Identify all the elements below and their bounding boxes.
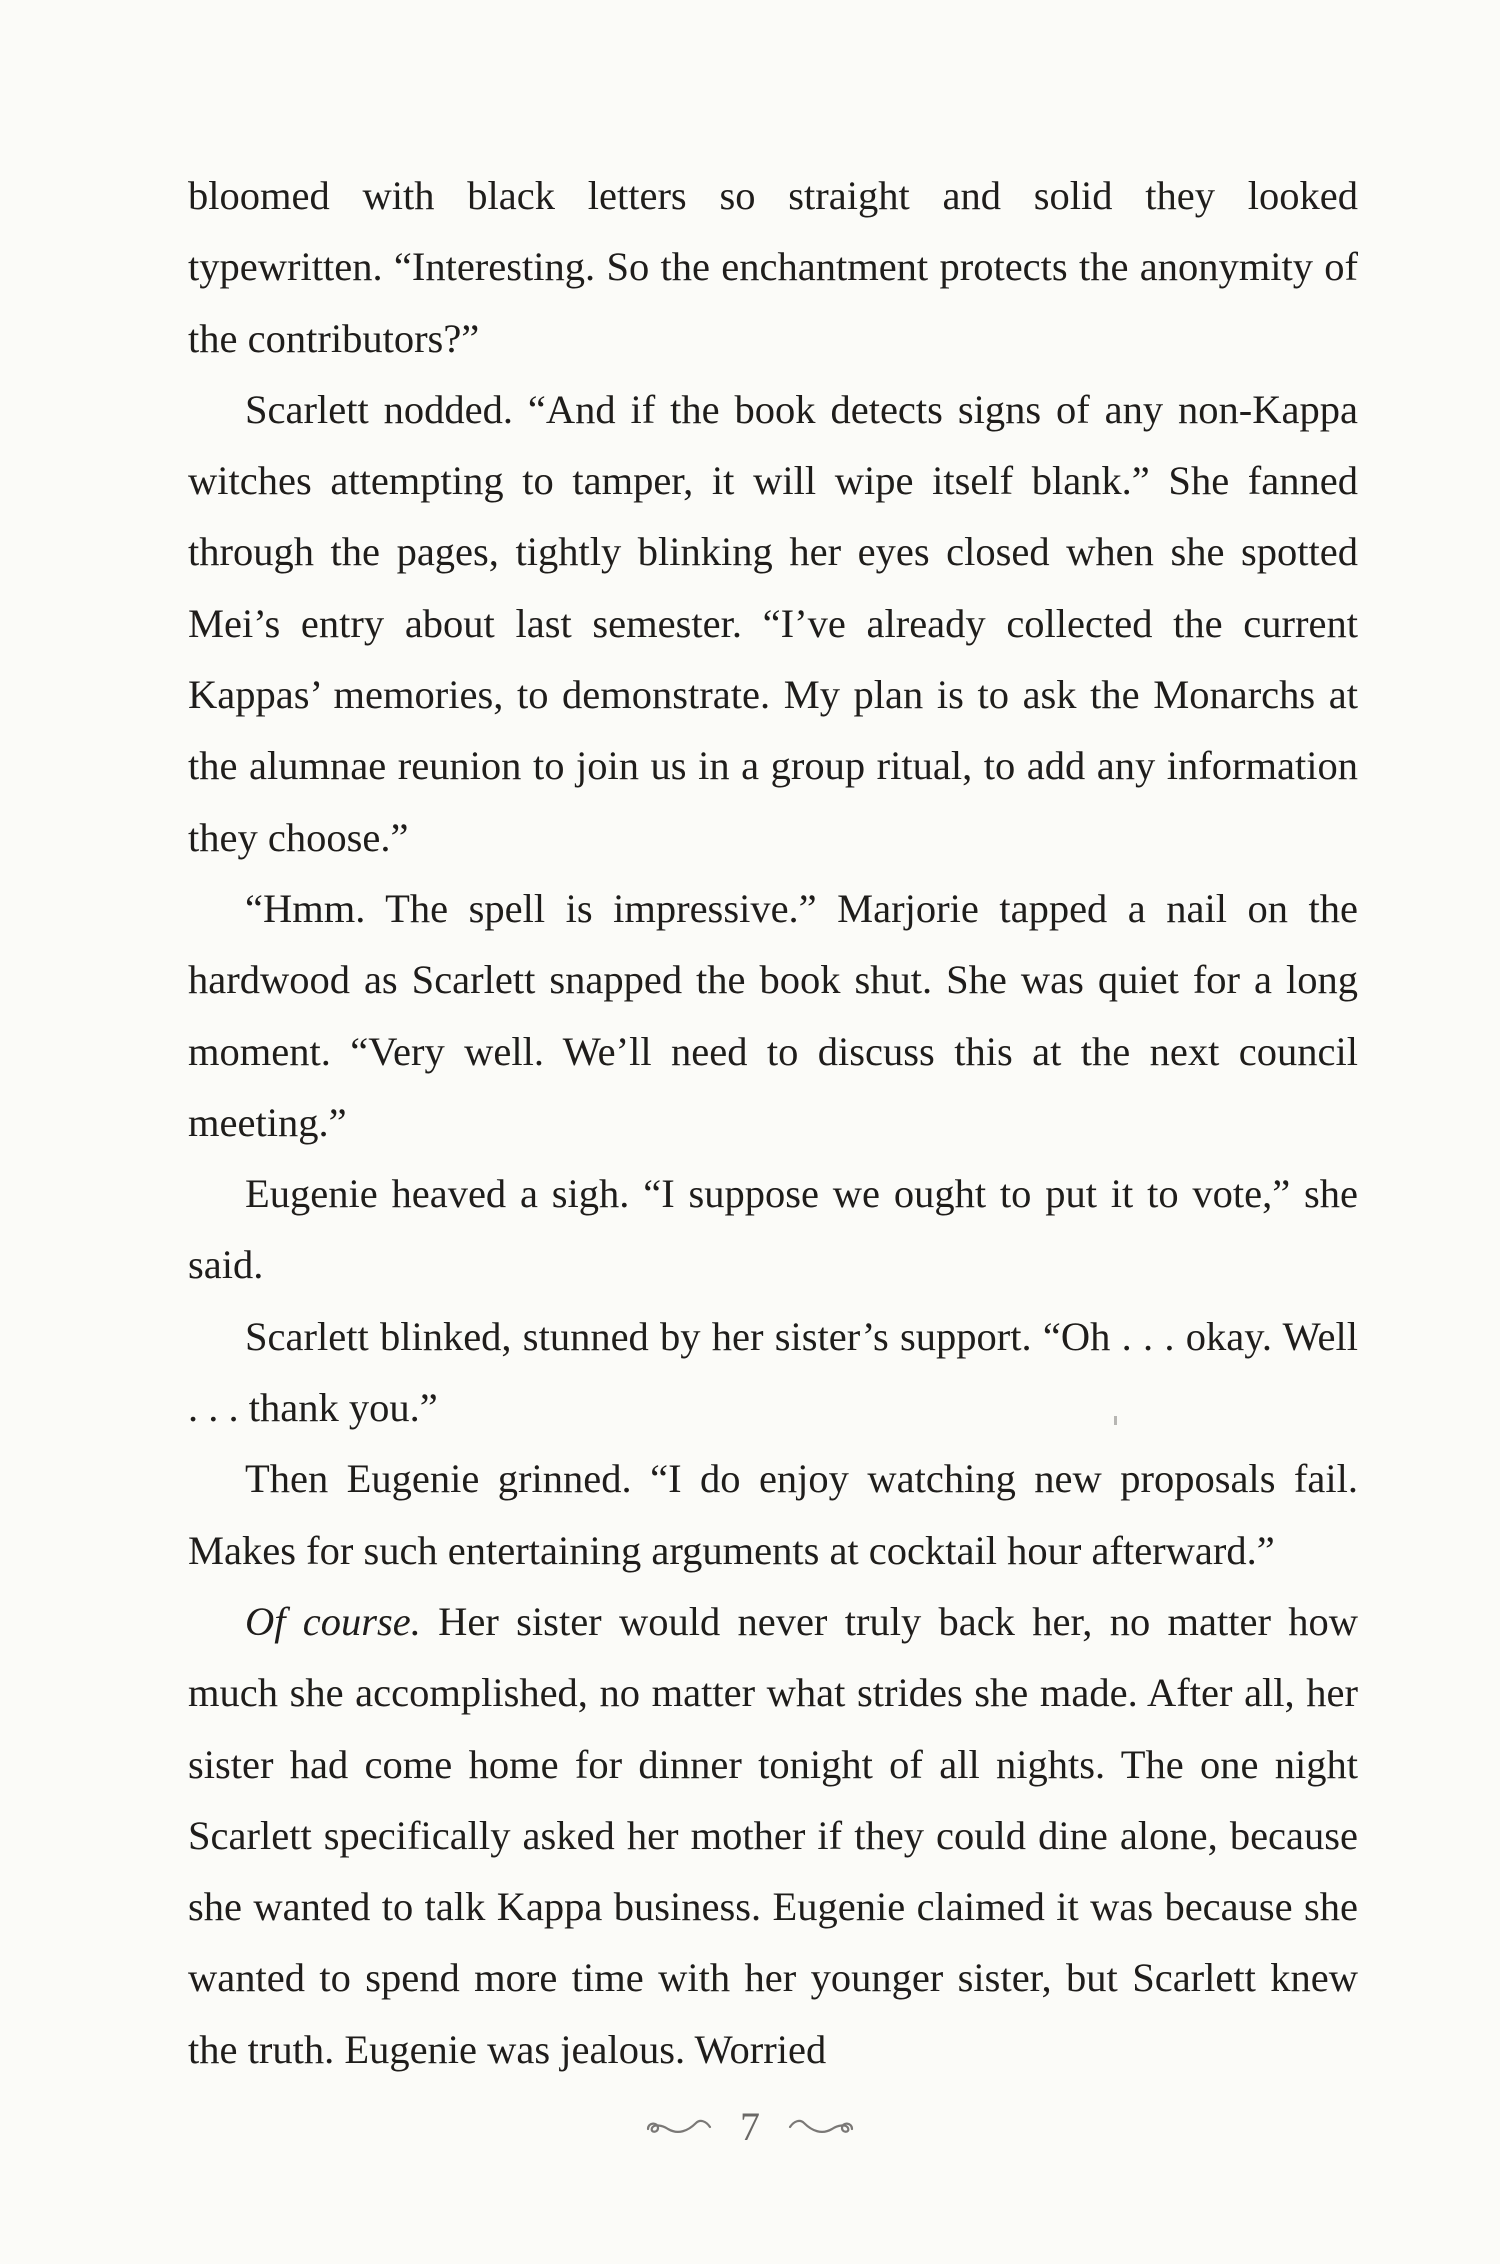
paragraph-7-text: Her sister would never truly back her, no matter how much she accomplished, no matter what strides she made. After all, her sister had come home for dinner tonight of all nights. The one night Scarlett specifically asked her mother if they could dine alone, because she wanted to talk Kappa business. Eugenie claimed it was because she wanted to spend more time with her younger sister, but Scarlett knew the truth. Eugenie was jealous. Worried <box>188 1598 1358 2072</box>
page-number: 7 <box>740 2103 760 2149</box>
left-flourish-icon <box>644 2113 724 2141</box>
paragraph-5: Scarlett blinked, stunned by her sister’s support. “Oh . . . okay. Well . . . thank you.” <box>188 1313 1358 1431</box>
right-flourish-icon <box>776 2113 856 2141</box>
paragraph-4: Eugenie heaved a sigh. “I suppose we ought to put it to vote,” she said. <box>188 1171 1358 1288</box>
paragraph-7 <box>188 1586 1358 2085</box>
paragraph-6: Then Eugenie grinned. “I do enjoy watching new proposals fail. Makes for such entertaining arguments at cocktail hour afterward.” <box>188 1456 1358 1573</box>
print-speck <box>1114 1416 1117 1425</box>
body-text <box>188 160 1358 2085</box>
paragraph-3: “Hmm. The spell is impressive.” Marjorie tapped a nail on the hardwood as Scarlett snapped the book shut. She was quiet for a long moment. “Very well. We’ll need to discuss this at the next council meeting.” <box>188 885 1358 1145</box>
paragraph-1: bloomed with black letters so straight and solid they looked typewritten. “Interesting. So the enchantment protects the anonymity of the contributors?” <box>188 173 1358 361</box>
page-folio <box>0 2098 1500 2152</box>
paragraph-2: Scarlett nodded. “And if the book detects signs of any non-Kappa witches attempting to tamper, it will wipe itself blank.” She fanned through the pages, tightly blinking her eyes closed when she spotted Mei’s entry about last semester. “I’ve already collected the current Kappas’ memories, to demonstrate. My plan is to ask the Monarchs at the alumnae reunion to join us in a group ritual, to add any information they choose.” <box>188 386 1358 860</box>
paragraph-7-italic-lead: Of course. <box>245 1598 421 1644</box>
